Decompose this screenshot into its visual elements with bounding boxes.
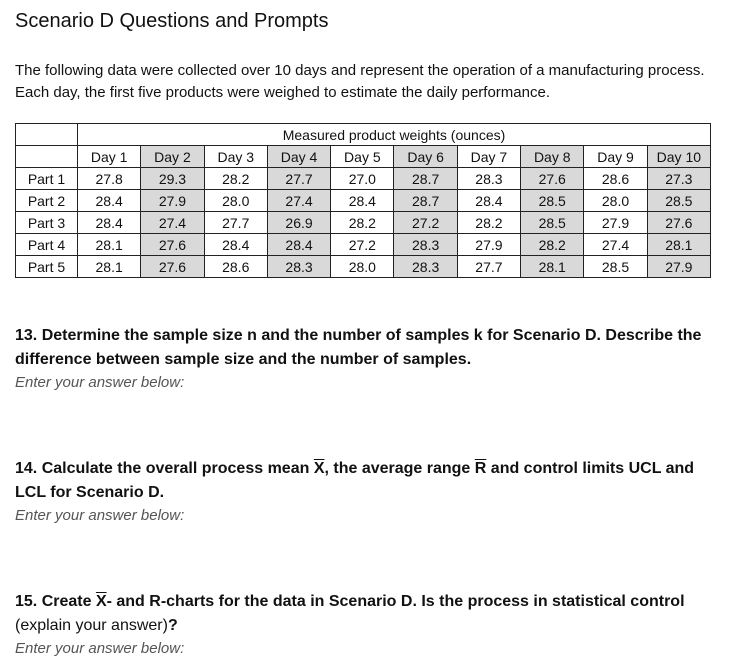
corner-cell-2 — [16, 146, 78, 168]
question-15-part1: 15. Create — [15, 593, 96, 610]
table-cell: 27.3 — [647, 168, 710, 190]
intro-paragraph: The following data were collected over 10 days and represent the operation of a manufacturing process. Each day, the first five products were weighed to estimate the daily performance. — [15, 62, 705, 101]
table-cell: 27.8 — [78, 168, 141, 190]
table-cell: 28.1 — [521, 256, 584, 278]
table-cell: 28.5 — [521, 190, 584, 212]
group-header-row — [16, 124, 711, 146]
table-cell: 28.4 — [78, 190, 141, 212]
question-15-answer-prompt[interactable]: Enter your answer below: — [15, 640, 185, 657]
question-15-part3: (explain your answer) — [15, 617, 168, 634]
r-bar-symbol: $\overline{R}$ — [474, 460, 487, 477]
x-bar-symbol: $\overline{X}$ — [313, 460, 325, 477]
table-cell: 28.3 — [394, 234, 457, 256]
table-cell: 28.2 — [457, 212, 520, 234]
table-cell: 26.9 — [267, 212, 330, 234]
question-14 — [15, 457, 715, 527]
row-label: Part 3 — [16, 212, 78, 234]
table-cell: 27.7 — [267, 168, 330, 190]
column-header: Day 10 — [647, 146, 710, 168]
table-cell: 28.5 — [647, 190, 710, 212]
table-cell: 28.0 — [331, 256, 394, 278]
table-cell: 28.6 — [204, 256, 267, 278]
column-header: Day 1 — [78, 146, 141, 168]
table-cell: 27.4 — [584, 234, 647, 256]
table-cell: 28.7 — [394, 190, 457, 212]
table-cell: 28.6 — [584, 168, 647, 190]
table-cell: 27.6 — [141, 234, 204, 256]
question-15 — [15, 590, 715, 660]
table-cell: 27.9 — [141, 190, 204, 212]
table-cell: 28.2 — [521, 234, 584, 256]
question-14-part1: 14. Calculate the overall process mean — [15, 460, 314, 477]
table-row — [16, 212, 711, 234]
table-cell: 27.0 — [331, 168, 394, 190]
question-14-part3: and control limits UCL and LCL for Scenario D. — [15, 460, 695, 501]
column-header: Day 5 — [331, 146, 394, 168]
table-cell: 27.2 — [331, 234, 394, 256]
table-cell: 28.4 — [78, 212, 141, 234]
table-cell: 27.7 — [204, 212, 267, 234]
x-bar-symbol: $\overline{X}$ — [95, 593, 107, 610]
question-15-text — [15, 590, 715, 638]
table-cell: 27.4 — [141, 212, 204, 234]
question-13-text: 13. Determine the sample size n and the number of samples k for Scenario D. Describe the difference between sample size and the number of samples. — [15, 327, 702, 368]
table-cell: 28.4 — [331, 190, 394, 212]
question-14-part2: , the average range — [324, 460, 475, 477]
column-header: Day 7 — [457, 146, 520, 168]
table-cell: 28.1 — [647, 234, 710, 256]
table-cell: 28.1 — [78, 256, 141, 278]
table-cell: 28.4 — [204, 234, 267, 256]
table-cell: 27.7 — [457, 256, 520, 278]
question-14-answer-prompt[interactable]: Enter your answer below: — [15, 507, 185, 524]
question-15-part4: ? — [167, 617, 178, 634]
column-header: Day 8 — [521, 146, 584, 168]
question-15-part2: - and R-charts for the data in Scenario D. Is the process in statistical control — [106, 593, 685, 610]
row-label: Part 2 — [16, 190, 78, 212]
corner-cell — [16, 124, 78, 146]
question-14-text — [15, 457, 715, 505]
column-header: Day 6 — [394, 146, 457, 168]
table-cell: 28.4 — [457, 190, 520, 212]
table-cell: 28.0 — [584, 190, 647, 212]
day-header-row — [16, 146, 711, 168]
row-label: Part 4 — [16, 234, 78, 256]
table-row — [16, 256, 711, 278]
table-cell: 27.6 — [521, 168, 584, 190]
table-cell: 28.5 — [521, 212, 584, 234]
column-header: Day 9 — [584, 146, 647, 168]
table-cell: 28.3 — [394, 256, 457, 278]
table-cell: 27.9 — [647, 256, 710, 278]
table-cell: 27.9 — [457, 234, 520, 256]
table-cell: 27.4 — [267, 190, 330, 212]
column-header: Day 2 — [141, 146, 204, 168]
row-label: Part 1 — [16, 168, 78, 190]
table-row — [16, 190, 711, 212]
table-cell: 27.2 — [394, 212, 457, 234]
table-cell: 29.3 — [141, 168, 204, 190]
table-row — [16, 234, 711, 256]
question-13 — [15, 324, 715, 394]
column-header: Day 4 — [267, 146, 330, 168]
table-cell: 28.2 — [331, 212, 394, 234]
table-cell: 28.4 — [267, 234, 330, 256]
question-13-answer-prompt[interactable]: Enter your answer below: — [15, 374, 185, 391]
table-cell: 28.3 — [457, 168, 520, 190]
table-cell: 28.7 — [394, 168, 457, 190]
table-cell: 28.2 — [204, 168, 267, 190]
page-title: Scenario D Questions and Prompts — [15, 10, 329, 32]
table-row — [16, 168, 711, 190]
table-cell: 28.1 — [78, 234, 141, 256]
column-header: Day 3 — [204, 146, 267, 168]
table-cell: 27.6 — [141, 256, 204, 278]
table-cell: 27.6 — [647, 212, 710, 234]
row-label: Part 5 — [16, 256, 78, 278]
table-cell: 28.5 — [584, 256, 647, 278]
group-header: Measured product weights (ounces) — [78, 124, 711, 146]
table-cell: 28.0 — [204, 190, 267, 212]
table-cell: 27.9 — [584, 212, 647, 234]
table-cell: 28.3 — [267, 256, 330, 278]
weights-table — [15, 123, 711, 278]
